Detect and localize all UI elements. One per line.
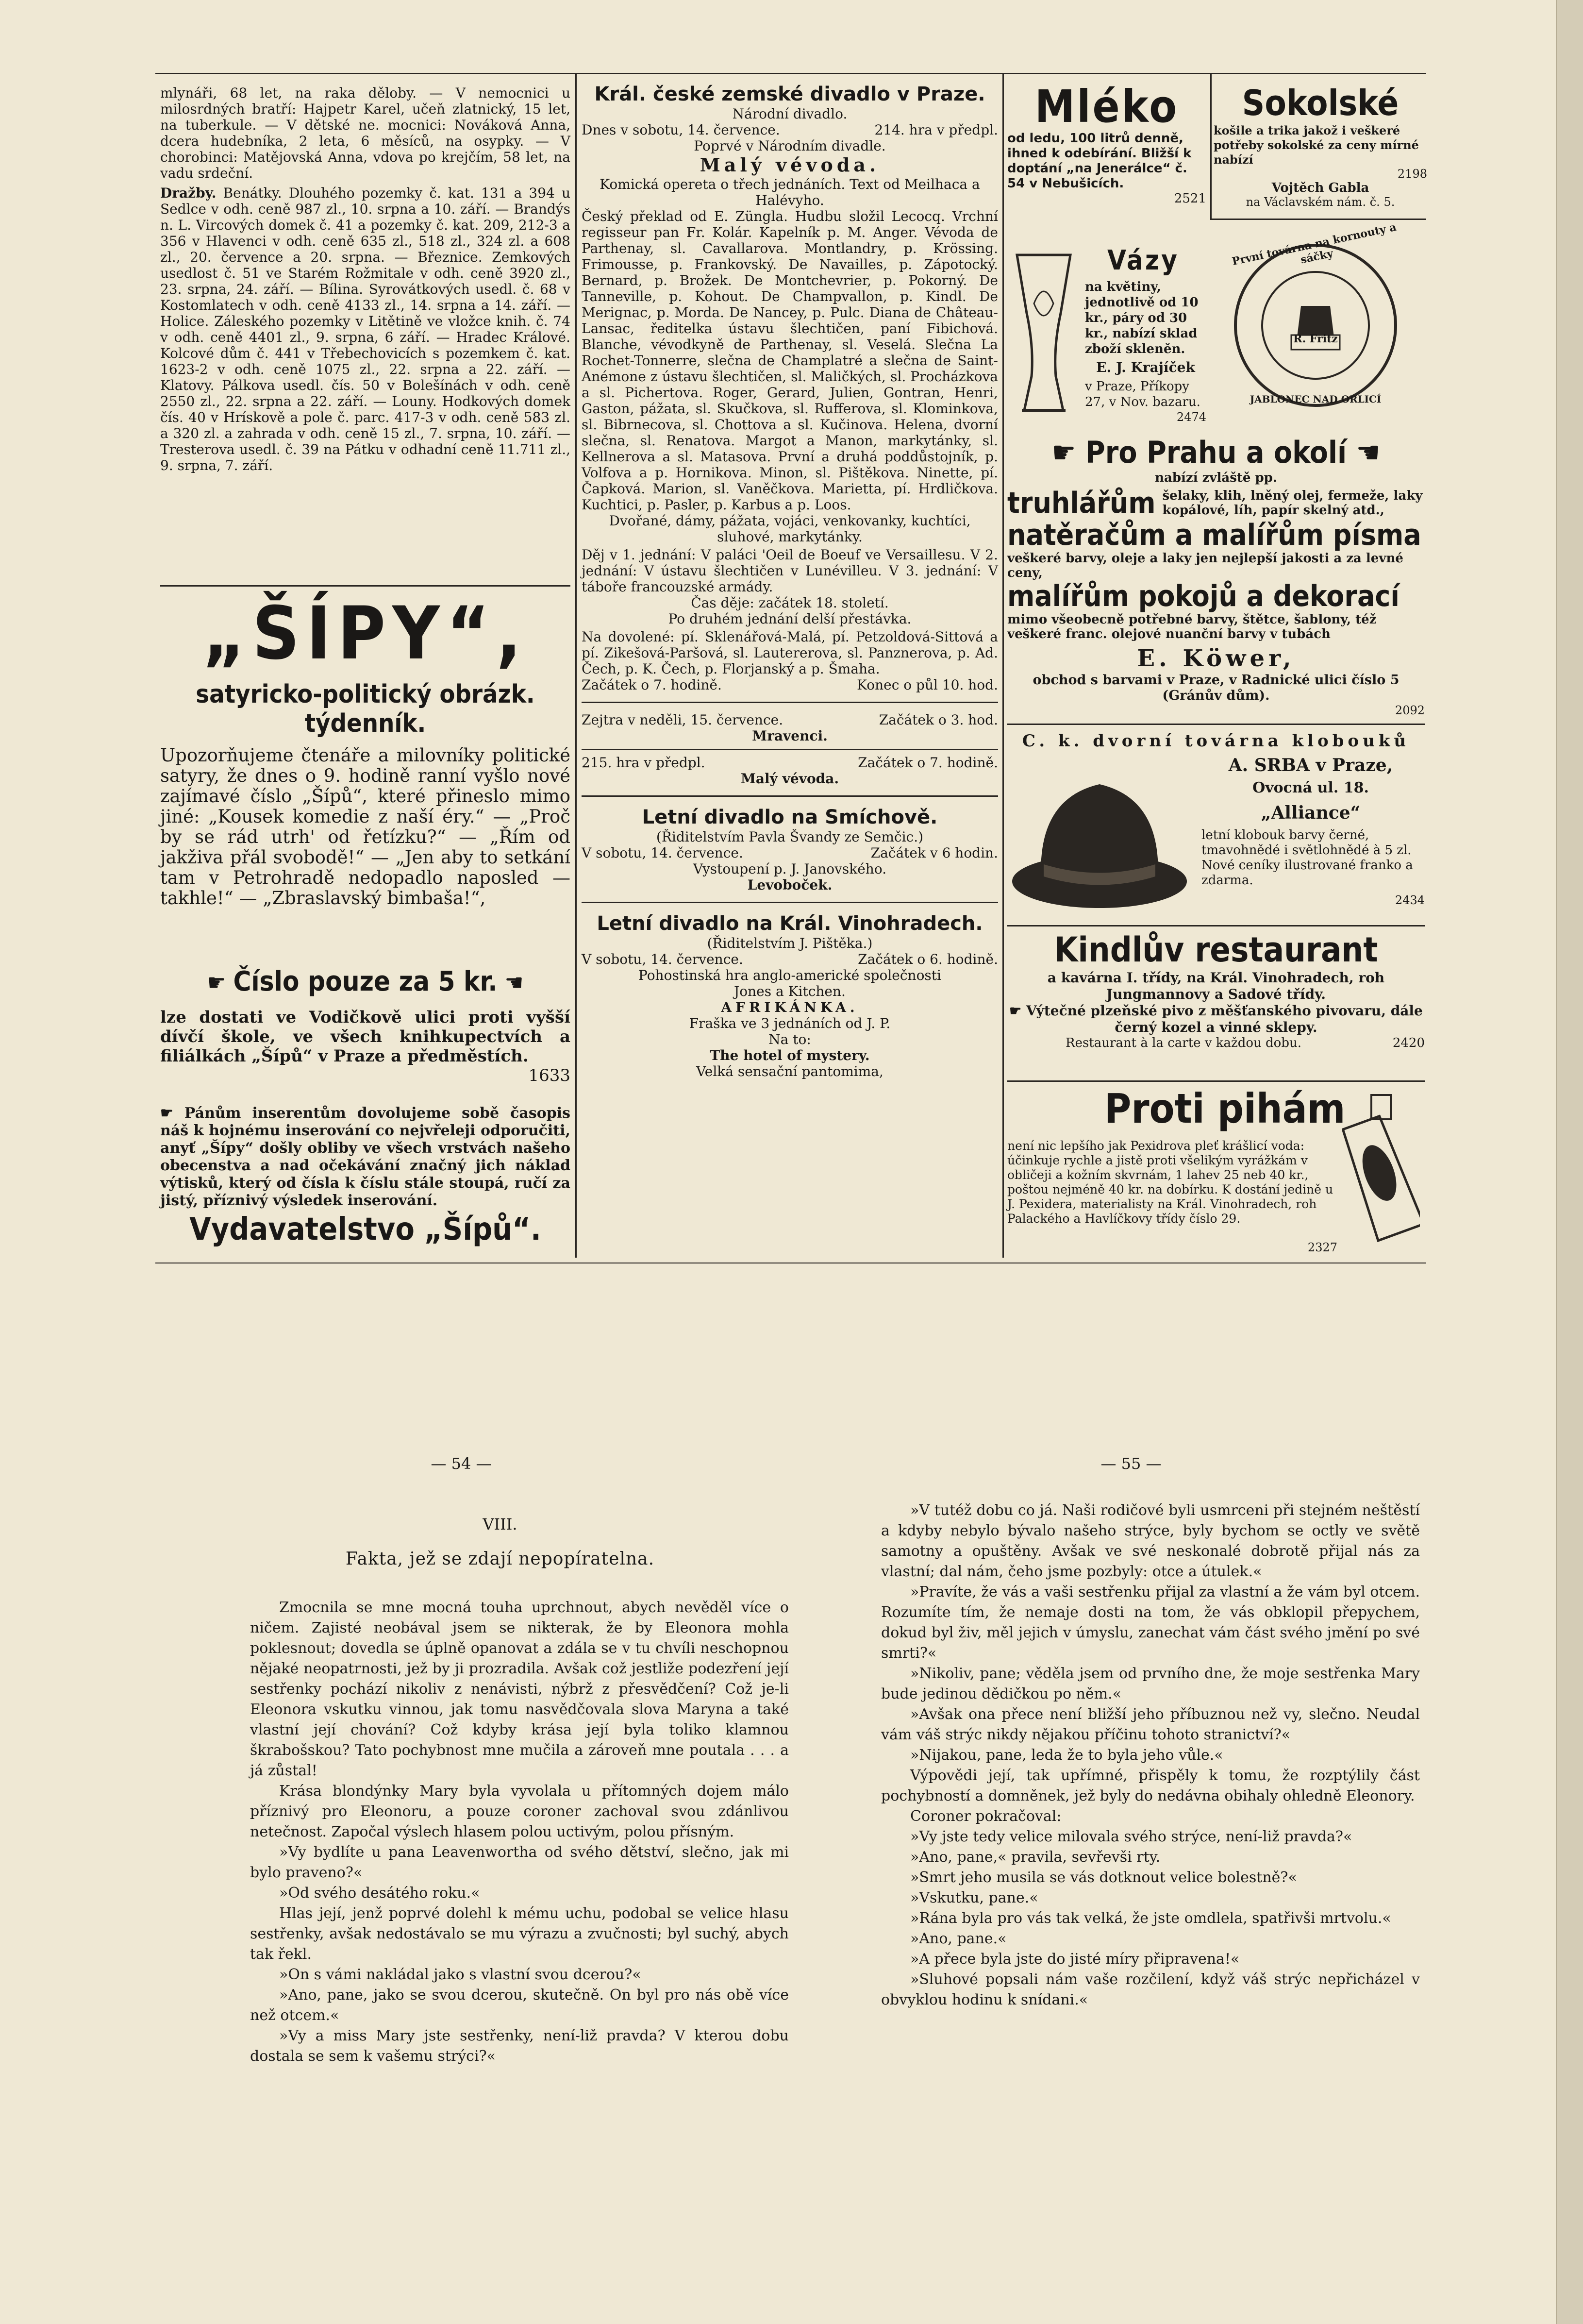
theatre3-na: Na to: xyxy=(768,1031,811,1047)
kindl-beer-text: Výtečné plzeňské pivo z měšťanského pivovaru, dále černý kozel a vinné sklepy. xyxy=(1026,1003,1423,1035)
vazy-shop: E. J. Krajíček xyxy=(1096,359,1195,375)
kower-name: E. Köwer, xyxy=(1137,645,1295,672)
theatre3-subtitle: (Řiditelstvím J. Pištěka.) xyxy=(707,935,873,951)
perf215: 215. hra v předpl. xyxy=(582,755,705,771)
seal-name: R. Fritz xyxy=(1293,333,1338,345)
theatre3-start: Začátek o 6. hodině. xyxy=(858,951,998,967)
column-rule xyxy=(1210,73,1212,219)
sokol-shop: Vojtěch Gabla xyxy=(1271,181,1369,195)
kindl-beer xyxy=(1007,1003,1425,1036)
theatre3-play2: The hotel of mystery. xyxy=(710,1047,870,1063)
ad-mleko xyxy=(1007,83,1206,206)
story-paragraph: »Ano, pane.« xyxy=(910,1930,1007,1947)
sale-info xyxy=(160,1008,570,1085)
theatre2-title: Letní divadlo na Smíchově. xyxy=(642,806,938,828)
pihy-title: Proti pihám xyxy=(1104,1085,1346,1132)
seal-text: První továrna na kornouty a sáčky xyxy=(1231,220,1398,268)
vazy-text: na květiny, jednotlivě od 10 kr., páry od 30 kr., nabízí sklad zboží skleněn. xyxy=(1085,280,1199,356)
section-rule xyxy=(582,749,998,750)
pointing-hand-icon: ☛ xyxy=(1009,1003,1026,1019)
ad-srba xyxy=(1007,731,1425,925)
theatre3-title: Letní divadlo na Král. Vinohradech. xyxy=(597,912,983,935)
kindl-foot: Restaurant à la carte v každou dobu. xyxy=(1066,1036,1301,1050)
section-rule xyxy=(582,902,998,903)
prahu-sub: nabízí zvláště pp. xyxy=(1155,471,1277,485)
section-rule xyxy=(160,585,570,587)
ad-number: 2327 xyxy=(1307,1241,1337,1254)
ad-number: 2198 xyxy=(1397,167,1427,181)
story-paragraph: »Ano, pane,« pravila, sevřevši rty. xyxy=(910,1849,1161,1866)
pihy-text: není nic lepšího jak Pexidrova pleť krášlicí voda: účinkuje rychle a jistě proti všelikým vyrážkám v obličeji a kožním skvrnám, 1 lahev 25 neb 40 kr., poštou nejméně 40 kr. na dobírku. K dostání jedině u J. Pexidera, materialisty na Král. Vinohradech, roh Palackého a Havlíčkovy třídy číslo 29. xyxy=(1007,1139,1333,1226)
sipy-announcement xyxy=(160,745,570,909)
story-paragraph: »Nikoliv, pane; věděla jsem od prvního dne, že moje sestřenka Mary bude jedinou dědičkou po něm.« xyxy=(881,1665,1420,1702)
section-rule xyxy=(582,702,998,703)
top-rule xyxy=(155,73,1426,74)
story-paragraph: Hlas její, jenž poprvé dolehl k mému uchu, podobal se velice hlasu sestřenky, avšak nedostávalo se mu výrazu a zvučnosti; byl suchý, abych tak řekl. xyxy=(250,1905,789,1963)
story-paragraph: »Pravíte, že vás a vaši sestřenku přijal za vlastní a že vám byl otcem. Rozumíte tím, že nemaje dosti na tom, že vás obklopil přepychem, dokud byl živ, měl jejich v úmyslu, zanechat vám část svého jmění po své smrti?« xyxy=(881,1583,1420,1662)
story-paragraph: Krása blondýnky Mary byla vyvolala u přítomných dojem málo příznivý pro Eleonoru, a pouze coroner zachoval svou zdánlivou netečnost. Započal výslech hlasem polou uctivým, polou přísným. xyxy=(250,1783,789,1840)
kower-addr: obchod s barvami v Praze, v Radnické ulici číslo 5 (Gránův dům). xyxy=(1033,673,1400,703)
ad-number: 2521 xyxy=(1174,191,1206,206)
srba-name: A. SRBA v Praze, xyxy=(1228,755,1393,775)
play1-time: Čas děje: začátek 18. století. xyxy=(691,595,889,611)
theatre2-play: Levoboček. xyxy=(747,877,833,893)
srba-text: letní klobouk barvy černé, tmavohnědé i světlohnědé à 5 zl. Nové ceníky ilustrované franko a zdarma. xyxy=(1201,828,1413,888)
truhlar-heading: truhlářům xyxy=(1007,486,1156,520)
sokol-text: košile a trika jakož i veškeré potřeby sokolské za ceny mírné nabízí xyxy=(1214,123,1419,167)
column-theatres xyxy=(582,83,998,1079)
theatre1-subtitle: Národní divadlo. xyxy=(732,106,848,122)
story-paragraph: »A přece byla jste do jisté míry připravena!« xyxy=(910,1951,1240,1968)
kindl-text: a kavárna I. třídy, na Král. Vinohradech, roh Jungmannovy a Sadové třídy. xyxy=(1047,970,1385,1002)
pointing-hand-icon: ☚ xyxy=(497,969,524,996)
start215: Začátek o 7. hodině. xyxy=(858,755,998,771)
column-rule xyxy=(1002,73,1004,1258)
story-paragraph: »Smrt jeho musila se vás dotknout velice bolestně?« xyxy=(910,1869,1297,1886)
ad-number: 2420 xyxy=(1392,1036,1425,1050)
theatre3-play: AFRIKÁNKA. xyxy=(721,999,859,1015)
play1-end: Konec o půl 10. hod. xyxy=(857,677,998,693)
vazy-title: Vázy xyxy=(1107,245,1180,276)
obituary-text: mlynáři, 68 let, na raka děloby. — V nemocnici u milosrdných bratří: Hajpetr Karel, učeň zlatnický, 15 let, na tuberkule. — V dětské ne. mocnici: Nováková Anna, dcera hudebníka, 2 leta, 6 měsíců, na osypky. — V chorobinci: Matějovská Anna, vdova po krejčím, 58 let, na vadu srdeční. xyxy=(160,85,570,181)
truhlar-text: šelaky, klih, lněný olej, fermeže, laky kopálové, líh, papír skelný atd., xyxy=(1162,488,1423,518)
story-right-column xyxy=(881,1500,1420,2010)
vazy-addr: v Praze, Příkopy 27, v Nov. bazaru. xyxy=(1085,379,1200,409)
theatre1-date: Dnes v sobotu, 14. července. xyxy=(582,122,780,138)
theatre2-subtitle: (Řiditelstvím Pavla Švandy ze Semčic.) xyxy=(656,829,924,845)
story-paragraph: »Od svého desátého roku.« xyxy=(279,1885,480,1902)
ad-pihy xyxy=(1007,1085,1425,1260)
story-paragraph: Coroner pokračoval: xyxy=(910,1808,1062,1825)
section-rule xyxy=(582,795,998,797)
column-obituaries xyxy=(160,85,570,473)
story-paragraph: »Nijakou, pane, leda že to byla jeho vůle.« xyxy=(910,1747,1223,1764)
theatre3-genre: Fraška ve 3 jednáních od J. P. xyxy=(689,1015,891,1031)
natera-heading: natěračům a malířům písma xyxy=(1007,518,1421,552)
play1-start: Začátek o 7. hodině. xyxy=(582,677,722,693)
theatre3-company: Jones a Kitchen. xyxy=(734,983,846,999)
srba-title: C. k. dvorní továrna klobouků xyxy=(1022,731,1410,751)
play1-extras: Dvořané, dámy, pážata, vojáci, venkovanky, kuchtíci, sluhové, markytánky. xyxy=(609,513,971,545)
inserent-text: Pánům inserentům dovolujeme sobě časopis náš k hojnému inserování co nejvřeleji odporučiti, anyť „Šípy“ došly obliby ve všech vrstvách našeho obecenstva a nad očekávání značný jich náklad výtisků, který od čísla k číslu stále stoupá, ručí za jistý, příznivý výsledek inserování. xyxy=(160,1105,571,1209)
malir-heading: malířům pokojů a dekorací xyxy=(1007,579,1400,613)
ad-number: 2474 xyxy=(1176,410,1206,424)
theatre2-date: V sobotu, 14. července. xyxy=(582,845,743,861)
theatre1-first: Poprvé v Národním divadle. xyxy=(694,138,886,154)
ad-seal xyxy=(1214,220,1427,427)
section-rule xyxy=(1007,1080,1425,1082)
play1-genre: Komická opereta o třech jednáních. Text od Meilhaca a Halévyho. xyxy=(600,176,980,208)
price-text: Číslo pouze za 5 kr. xyxy=(233,966,498,997)
theatre2-perf: Vystoupení p. J. Janovského. xyxy=(693,861,887,877)
story-left-column xyxy=(250,1598,789,2067)
price-line xyxy=(160,966,570,998)
srba-brand: „Alliance“ xyxy=(1261,803,1361,823)
tomorrow-start: Začátek o 3. hod. xyxy=(879,712,998,728)
natera-text: veškeré barvy, oleje a laky jen nejlepší jakosti a za levné ceny, xyxy=(1007,551,1403,580)
theatre1-perf: 214. hra v předpl. xyxy=(874,122,998,138)
story-paragraph: »Rána byla pro vás tak velká, že jste omdlela, spatřivši mrtvolu.« xyxy=(910,1910,1391,1927)
story-paragraph: »Vy a miss Mary jste sestřenky, není-liž pravda? V kterou dobu dostala se sem k vašemu strýci?« xyxy=(250,2027,789,2065)
binding-strip xyxy=(1556,0,1583,2324)
story-paragraph: »Ano, pane, jako se svou dcerou, skutečně. On byl pro nás obě více než otcem.« xyxy=(250,1987,789,2024)
pointing-hand-icon: ☛ xyxy=(1051,435,1085,470)
section-rule xyxy=(1007,724,1425,725)
pointing-hand-icon: ☛ xyxy=(160,1105,184,1122)
pointing-hand-icon: ☚ xyxy=(1347,435,1381,470)
ad-kower xyxy=(1007,435,1425,717)
story-paragraph: »Vy bydlíte u pana Leavenwortha od svého dětství, slečno, jak mi bylo praveno?« xyxy=(250,1844,789,1881)
mleko-title: Mléko xyxy=(1034,81,1179,133)
sokol-title: Sokolské xyxy=(1242,83,1399,123)
story-paragraph: »Vskutku, pane.« xyxy=(910,1889,1038,1906)
play215: Malý vévoda. xyxy=(740,771,839,787)
sipy-body: Upozorňujeme čtenáře a milovníky politické satyry, že dnes o 9. hodině ranní vyšlo nové zajímavé číslo „Šípů“, které přineslo mimo jiné: „Kousek komedie z naší éry.“ — „Proč by se rád utrh' od řetízku?“ — „Řím od jakživa přál svobodě!“ — „Jen aby to setkání tam v Petrohradě nedopadlo naposled — takhle!“ — „Zbraslavský bimbaša!“, xyxy=(160,745,570,909)
page-number-right: — 55 — xyxy=(1100,1454,1162,1473)
story-paragraph: »V tutéž dobu co já. Naši rodičové byli usmrceni při stejném neštěstí a kdyby nebylo bývalo našeho strýce, byly bychom se octly ve světě samotny a opuštěny. Avšak ve své neskonalé dobrotě přijal nás za vlastní; dal nám, čeho jsme pozbyly: otce a útulek.« xyxy=(881,1502,1420,1580)
section-rule xyxy=(1210,219,1426,220)
publisher: Vydavatelstvo „Šípů“. xyxy=(189,1212,541,1247)
theatre3-pantomime: Velká sensační pantomima, xyxy=(696,1063,883,1079)
story-paragraph: Zmocnila se mne mocná touha uprchnout, abych nevěděl více o ničem. Zajisté neobával jsem se nikterak, že by Eleonora mohla poklesnout; dovedla se úplně opanovat a zdála se v tu chvíli neschopnou nějaké neopatrnosti, jež by ji prozradila. Avšak což jestliže podezření její sestřenky pochází nikoliv z nenávisti, nýbrž z přesvědčení? Což je-li Eleonora vskutku vinnou, jak tomu nasvědčovala slova Maryna a také vlastní její chování? Což kdyby krása její byla toliko klamnou škrabošskou? Tato pochybnost mne mučila a zároveň mne poutala . . . a já zůstal! xyxy=(250,1599,789,1779)
srba-street: Ovocná ul. 18. xyxy=(1252,779,1369,796)
play1-cast: Český překlad od E. Züngla. Hudbu složil Lecocq. Vrchní regisseur pan Fr. Kolár. Kapelník p. M. Anger. Vévoda de Parthenay, sl. Cavallarova. Montlandry, p. Krössing. Frimousse, p. Frankovský. De Navailles, p. Zápotocký. Bernard, p. Brožek. De Montchevrier, p. Pokorný. De Tanneville, p. Kohout. De Champvallon, p. Kindl. De Merignac, p. Morda. De Nancey, p. Pulc. Diana de Château-Lansac, ředitelka ústavu šlechtičen, paní Fibichová. Blanche, vévodkyně de Parthenay, sl. Veselá. Slečna La Rochet-Tonnerre, slečna de Champlatré a slečna de Saint-Anémone z ústavu šlechtičen, sl. Maličkých, sl. Procházkova a sl. Pichertova. Roger, Gerard, Julien, Gontran, Henri, Gaston, pážata, sl. Skučkova, sl. Rufferova, sl. Klominkova, sl. Bibrnecova, sl. Chottova a sl. Kučinova. Helena, dvorní slečna, sl. Renatova. Margot a Manon, markytánky, sl. Kellnerova a sl. Matasova. První a druhá poddůstojník, p. Volfova a p. Hornikova. Minon, sl. Pištěkova. Ninette, pí. Čapková. Marion, sl. Vaněčkova. Marietta, pí. Hrdličkova. Kuchtici, p. Pasler, p. Karbus a p. Loos. xyxy=(582,208,998,513)
chapter-number: VIII. xyxy=(483,1515,517,1533)
inserent-notice xyxy=(160,1105,570,1210)
chapter-title: Fakta, jež se zdají nepopíratelna. xyxy=(345,1549,655,1569)
vase-icon xyxy=(1007,250,1080,425)
theatre3-date: V sobotu, 14. července. xyxy=(582,951,743,967)
seal-place: JABLONEC NAD ORLICÍ xyxy=(1250,393,1382,405)
tomorrow-date: Zejtra v neděli, 15. července. xyxy=(582,712,783,728)
drazby-text: Benátky. Dlouhého pozemky č. kat. 131 a 394 u Sedlce v odh. ceně 987 zl., 10. srpna a 10. září. — Brandýs n. L. Vircových domek č. 41 a pozemky č. kat. 209, 212-3 a 356 v Hlavenci v odh. ceně 635 zl., 518 zl., 324 zl. a 608 zl., 20. července a 20. srpna. — Březnice. Zemkových usedlost č. 51 ve Starém Rožmitale v odh. ceně 3920 zl., 23. srpna, 24. září. — Bílina. Syrovátkových usedl. č. 68 v Kostomlatech v odh. ceně 4133 zl., 14. srpna a 14. září. — Holice. Záleského pozemky v Litětině ve vložce knih. č. 74 v odh. ceně 4401 zl., 9. srpna, 6 září. — Hradec Králové. Kolcové dům č. 441 v Třebechovicích s pozemkem č. kat. 1623-2 v odh. ceně 1075 zl., 22. srpna a 22. září. — Klatovy. Pálkova usedl. čís. 50 v Bolešínách v odh. ceně 2550 zl., 22. srpna a 22. září. — Louny. Hodkových domek čís. 40 v Hrískově a pole č. parc. 417-3 v odh. ceně 583 zl. a 320 zl. a zahrada v odh. ceně 15 zl., 7. srpna, 10. září. — Tresterova usedl. č. 39 na Pátku v odhadní ceně 11.711 zl., 9. srpna, 7. září. xyxy=(160,185,571,473)
bottle-icon xyxy=(1342,1085,1420,1246)
story-paragraph: Výpovědi její, tak upřímné, přispěly k tomu, že rozptýlily část pochybností a domněnek, jež byly do nedávna obihaly ohledně Eleonory. xyxy=(881,1767,1420,1804)
play1-title: Malý vévoda. xyxy=(700,154,880,176)
kindl-title: Kindlův restaurant xyxy=(1054,930,1378,970)
ad-number: 1633 xyxy=(528,1066,570,1085)
story-paragraph: »Vy jste tedy velice milovala svého strýce, není-liž pravda?« xyxy=(910,1828,1352,1845)
hat-icon xyxy=(1007,760,1192,915)
play1-acts: Děj v 1. jednání: V paláci 'Oeil de Boeuf ve Versaillesu. V 2. jednání: V ústavu šlechtičen v Lunévilleu. V 3. jednání: V táboře francouzské armády. xyxy=(582,547,998,595)
story-paragraph: »Sluhové popsali nám vaše rozčilení, když váš strýc nepřicházel v obvyklou hodinu k snídani.« xyxy=(881,1971,1420,2008)
story-paragraph: »On s vámi nakládal jako s vlastní svou dcerou?« xyxy=(279,1966,641,1983)
column-rule xyxy=(575,73,577,1258)
theatre1-title: Král. české zemské divadlo v Praze. xyxy=(594,83,985,105)
sale-text: lze dostati ve Vodičkově ulici proti vyšší dívčí škole, ve všech knihkupectvích a filiálkách „Šípů“ v Praze a předměstích. xyxy=(160,1008,570,1066)
theatre3-guest: Pohostinská hra anglo-americké společnosti xyxy=(638,967,942,983)
drazby-label: Dražby. xyxy=(160,185,217,201)
ad-number: 2434 xyxy=(1395,893,1425,907)
ad-kindl xyxy=(1007,930,1425,1076)
ad-vazy xyxy=(1007,245,1206,430)
play1-pause: Po druhém jednání delší přestávka. xyxy=(668,611,912,627)
theatre2-start: Začátek v 6 hodin. xyxy=(870,845,998,861)
pointing-hand-icon: ☛ xyxy=(207,969,233,996)
page-number-left: — 54 — xyxy=(431,1454,492,1473)
prahu-title-text: Pro Prahu a okolí xyxy=(1085,435,1347,470)
prahu-title xyxy=(1007,435,1425,471)
play1-leave: Na dovolené: pí. Sklenářová-Malá, pí. Petzoldová-Sittová a pí. Zikešová-Paršová, sl. Lautererova, sl. Panznerova, p. Ad. Čech, p. K. Čech, p. Florjanský a p. Šmaha. xyxy=(582,629,998,677)
sokol-addr: na Václavském nám. č. 5. xyxy=(1246,195,1395,209)
ad-number: 2092 xyxy=(1395,704,1425,717)
mleko-text: od ledu, 100 litrů denně, ihned k odebírání. Bližší k doptání „na Jenerálce“ č. 54 v Nebušicích. xyxy=(1007,131,1192,191)
story-paragraph: »Avšak ona přece není bližší jeho příbuznou než vy, slečno. Neudal vám váš strýc nikdy nějakou příčinu tohoto stranictví?« xyxy=(881,1706,1420,1743)
tomorrow-play: Mravenci. xyxy=(752,728,828,744)
ad-sokol xyxy=(1214,83,1427,209)
section-rule xyxy=(1007,925,1425,926)
sipy-title: „ŠÍPY“, xyxy=(202,591,528,676)
sipy-subtitle: satyricko-politický obrázk. týdenník. xyxy=(196,680,535,738)
malir-text: mimo všeobecně potřebné barvy, štětce, šablony, též veškeré franc. olejové nuanční barvy v tubách xyxy=(1007,612,1377,641)
